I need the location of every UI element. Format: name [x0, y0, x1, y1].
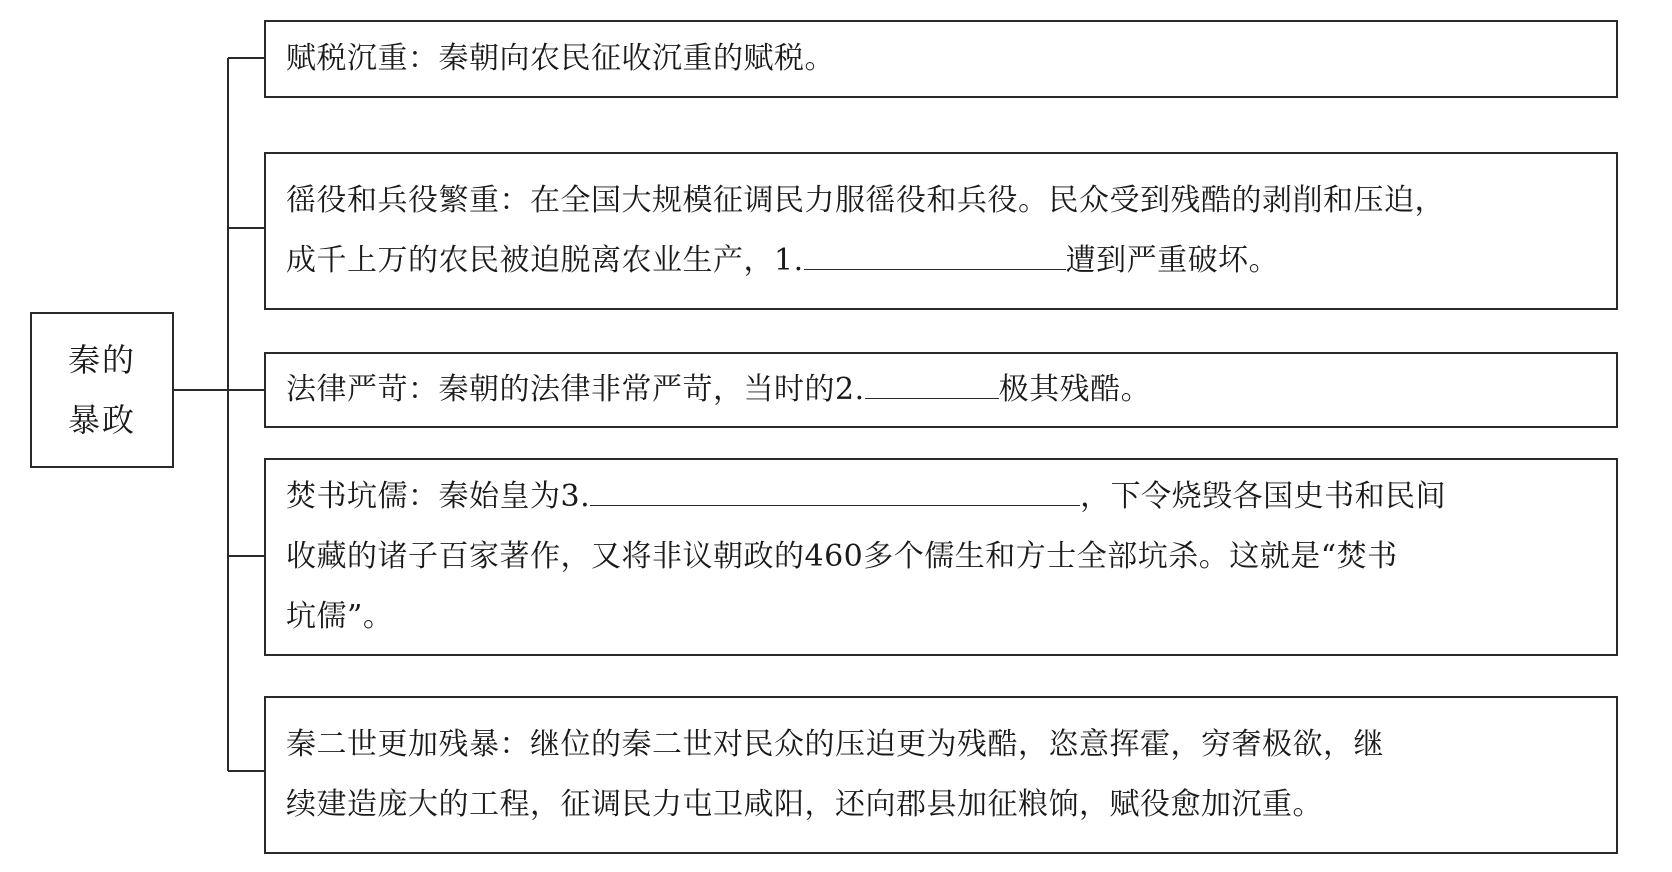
branch-body: 在全国大规模征调民力服徭役和兵役。民众受到残酷的剥削和压迫， — [530, 183, 1445, 218]
root-label-line1: 秦的 — [67, 341, 136, 379]
branch-body: 遭到严重破坏。 — [1065, 243, 1280, 278]
fill-blank-2[interactable] — [865, 372, 999, 399]
branch-harsh-laws — [264, 352, 1618, 428]
branch-line-1 — [286, 715, 1384, 775]
fill-blank-3[interactable] — [590, 479, 1080, 506]
root-label-line2: 暴政 — [67, 401, 136, 439]
branch-body: 成千上万的农民被迫脱离农业生产，1. — [286, 243, 804, 278]
branch-text — [286, 715, 1384, 835]
root-label — [62, 330, 142, 450]
branch-heading: 秦二世更加残暴： — [286, 727, 530, 762]
branch-text — [286, 360, 1151, 420]
fill-blank-1[interactable] — [804, 243, 1066, 270]
branch-heading: 法律严苛： — [286, 372, 439, 407]
branch-line-3: 坑儒”。 — [286, 599, 394, 634]
branch-body: ，下令烧毁各国史书和民间 — [1080, 479, 1447, 514]
branch-heavy-corvee — [264, 152, 1618, 310]
branch-heavy-taxes — [264, 20, 1618, 98]
branch-line-2: 续建造庞大的工程，征调民力屯卫咸阳，还向郡县加征粮饷，赋役愈加沉重。 — [286, 787, 1323, 822]
branch-text — [286, 29, 835, 89]
branch-body: 秦朝的法律非常严苛，当时的2. — [438, 372, 865, 407]
branch-heading: 焚书坑儒： — [286, 479, 439, 514]
branch-text — [286, 171, 1445, 291]
branch-line-2 — [286, 231, 1445, 291]
branch-line-1 — [286, 171, 1445, 231]
branch-text — [286, 467, 1446, 647]
branch-body: 秦始皇为3. — [438, 479, 591, 514]
branch-body: 极其残酷。 — [998, 372, 1152, 407]
branch-heading: 徭役和兵役繁重： — [286, 183, 530, 218]
root-node — [30, 312, 174, 468]
branch-heading: 赋税沉重： — [286, 41, 439, 76]
branch-body: 继位的秦二世对民众的压迫更为残酷，恣意挥霍，穷奢极欲，继 — [530, 727, 1384, 762]
branch-burning-books — [264, 458, 1618, 656]
branch-line-2: 收藏的诸子百家著作，又将非议朝政的460多个儒生和方士全部坑杀。这就是“焚书 — [286, 539, 1398, 574]
branch-second-emperor — [264, 696, 1618, 854]
branch-body: 秦朝向农民征收沉重的赋税。 — [438, 41, 835, 76]
branch-line-1 — [286, 467, 1446, 527]
